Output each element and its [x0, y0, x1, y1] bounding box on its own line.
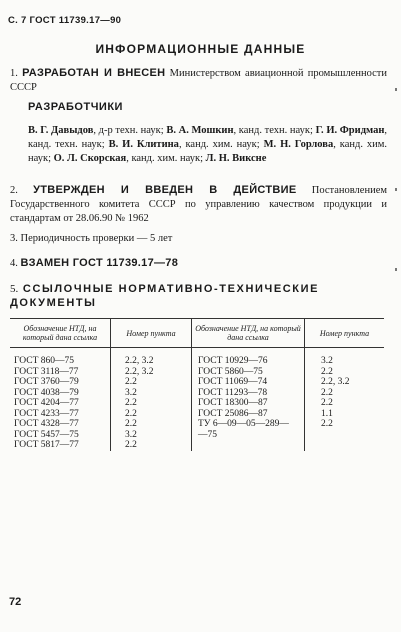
running-header: С. 7 ГОСТ 11739.17—90 [8, 15, 122, 26]
page-number: 72 [9, 596, 22, 608]
developer-name: Л. Н. Виксне [205, 153, 267, 164]
ntd-designation: ТУ 6—09—05—289— [192, 419, 305, 430]
developer-degree: , канд. техн. наук; [233, 125, 316, 136]
developers-heading: РАЗРАБОТЧИКИ [28, 101, 123, 113]
table-header-cell: Обозначение НТД, на который дана ссылка [10, 319, 111, 348]
ntd-designation: ГОСТ 4233—77 [10, 409, 111, 420]
section-1-text: Министерством авиационной промышленности СССР [10, 68, 387, 93]
clause-number [305, 440, 385, 451]
ntd-designation: ГОСТ 25086—87 [192, 409, 305, 420]
margin-mark [395, 188, 397, 191]
ntd-designation: ГОСТ 4204—77 [10, 398, 111, 409]
ntd-designation: ГОСТ 4038—79 [10, 388, 111, 399]
clause-number: 2.2, 3.2 [111, 367, 192, 378]
developer-degree: , д-р техн. наук; [93, 125, 167, 136]
section-5-number: 5. [10, 283, 19, 295]
ntd-designation: ГОСТ 11293—78 [192, 388, 305, 399]
section-1-heading: РАЗРАБОТАН И ВНЕСЕН [22, 67, 166, 79]
section-2-number: 2. [10, 185, 18, 196]
section-1-number: 1. [10, 68, 18, 79]
ntd-designation: ГОСТ 3760—79 [10, 377, 111, 388]
developer-name: М. Н. Горлова [263, 139, 334, 150]
table-row [10, 440, 384, 451]
table-row [10, 398, 384, 409]
clause-number: 2.2 [111, 409, 192, 420]
clause-number: 3.2 [321, 356, 333, 366]
section-2-text: Постановлением Государственного комитета СССР по управлению качеством продукции и стандартам от 28.06.90 № 1962 [10, 185, 387, 224]
table-row [10, 430, 384, 441]
clause-number: 2.2 [321, 398, 333, 408]
developer-degree: , канд. хим. наук; [28, 139, 388, 164]
references-table [10, 318, 384, 451]
ntd-designation: —75 [192, 430, 305, 441]
developer-name: В. А. Мошкин [166, 125, 234, 136]
table-row [10, 409, 384, 420]
developer-name: В. Г. Давыдов [28, 125, 94, 136]
table-row [10, 348, 384, 367]
ntd-designation: ГОСТ 5457—75 [10, 430, 111, 441]
table-row [10, 377, 384, 388]
developer-name: О. Л. Скорская [53, 153, 127, 164]
ntd-designation: ГОСТ 860—75 [10, 348, 111, 367]
section-5 [10, 282, 387, 310]
table-header-row [10, 319, 384, 348]
developer-degree: , канд. техн. наук; [28, 125, 388, 150]
clause-number: 2.2 [111, 398, 192, 409]
table-header-cell: Номер пункта [305, 319, 385, 348]
clause-number: 3.2 [111, 388, 192, 399]
clause-number: 2.2 [111, 377, 192, 388]
ntd-designation: ГОСТ 11069—74 [192, 377, 305, 388]
table-row [10, 419, 384, 430]
table-body [10, 348, 384, 451]
section-3: 3. Периодичность проверки — 5 лет [10, 233, 173, 244]
section-1 [10, 66, 387, 95]
ntd-designation: ГОСТ 4328—77 [10, 419, 111, 430]
ntd-designation: ГОСТ 10929—76 [192, 348, 305, 367]
clause-number: 2.2 [321, 387, 333, 398]
section-4-number: 4. [10, 258, 18, 269]
developers-list [28, 124, 387, 166]
clause-number: 3.2 [111, 430, 192, 441]
ntd-designation: ГОСТ 5860—75 [192, 367, 305, 378]
table-header-cell: Номер пункта [111, 319, 192, 348]
table-row [10, 388, 384, 399]
ntd-designation [192, 440, 305, 451]
page-title: ИНФОРМАЦИОННЫЕ ДАННЫЕ [95, 42, 306, 56]
clause-number: 2.2 [321, 366, 333, 377]
developer-degree: , канд. хим. наук; [178, 139, 264, 150]
developer-name: Г. И. Фридман [315, 125, 385, 136]
ntd-designation: ГОСТ 18300—87 [192, 398, 305, 409]
developer-name: В. И. Клитина [108, 139, 179, 150]
clause-number: 1.1 [321, 408, 333, 419]
section-2 [10, 183, 387, 226]
section-4-heading: ВЗАМЕН ГОСТ 11739.17—78 [20, 257, 179, 269]
margin-mark [395, 268, 397, 271]
section-5-heading: ССЫЛОЧНЫЕ НОРМАТИВНО-ТЕХНИЧЕСКИЕ ДОКУМЕНТЫ [10, 283, 320, 309]
developer-degree: , канд. хим. наук; [126, 153, 206, 164]
table-header-cell: Обозначение НТД, на который дана ссылка [192, 319, 305, 348]
clause-number: 2.2 [111, 440, 192, 451]
table-row [10, 367, 384, 378]
section-4 [10, 256, 387, 271]
clause-number: 2.2, 3.2 [321, 377, 350, 387]
clause-number: 2.2, 3.2 [111, 348, 192, 367]
ntd-designation: ГОСТ 3118—77 [10, 367, 111, 378]
clause-number: 2.2 [111, 419, 192, 430]
clause-number: 2.2 [321, 419, 333, 429]
margin-mark [395, 88, 397, 91]
ntd-designation: ГОСТ 5817—77 [10, 440, 111, 451]
section-2-heading: УТВЕРЖДЕН И ВВЕДЕН В ДЕЙСТВИЕ [33, 184, 297, 196]
clause-number [305, 430, 385, 441]
